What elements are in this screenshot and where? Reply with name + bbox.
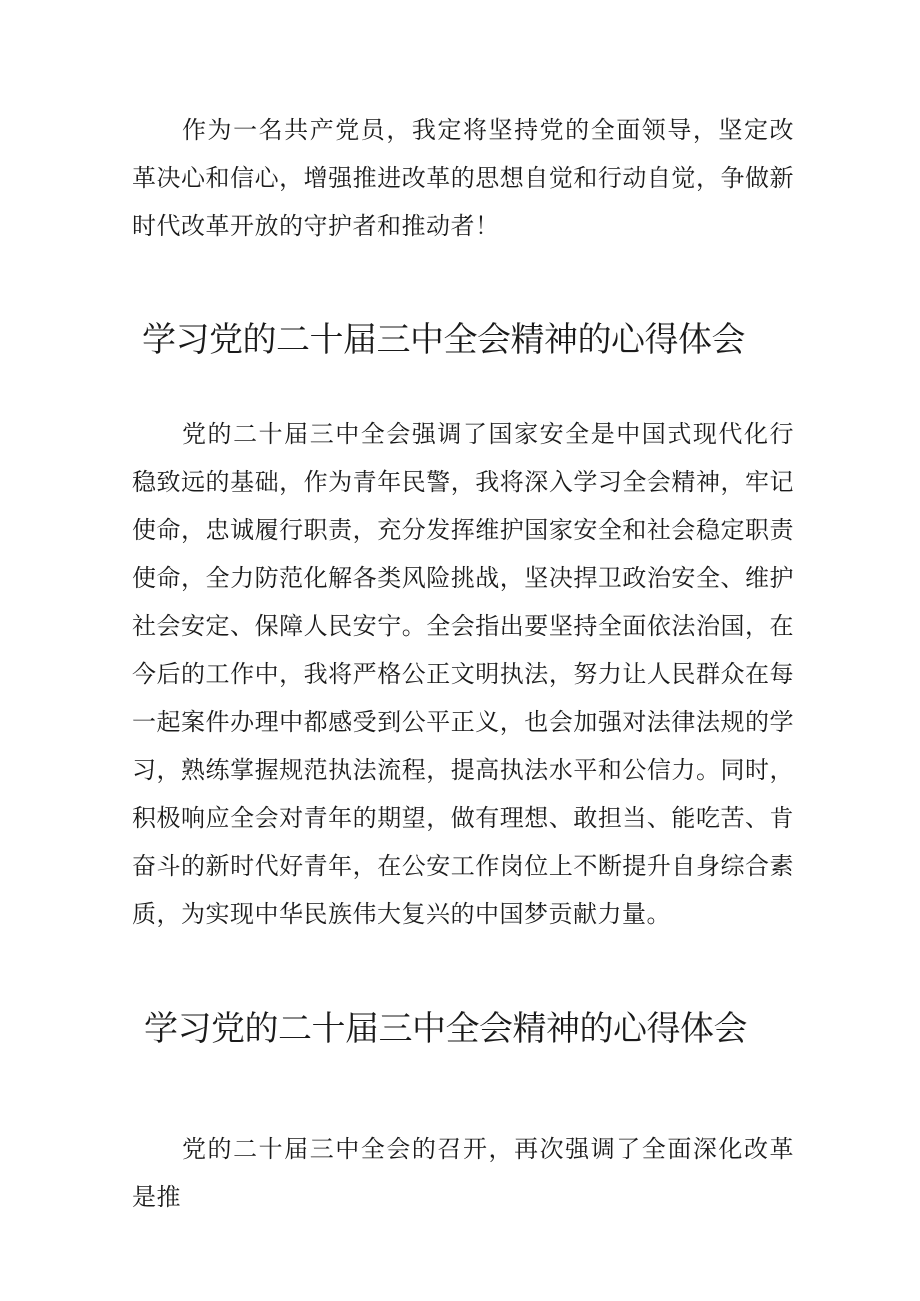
body-paragraph-2: 党的二十届三中全会强调了国家安全是中国式现代化行稳致远的基础，作为青年民警，我将深入学习全会精神，牢记使命，忠诚履行职责，充分发挥维护国家安全和社会稳定职责使命，全力防范化解各类风险挑战，坚决捍卫政治安全、维护社会安定、保障人民安宁。全会指出要坚持全面依法治国，在今后的工作中，我将严格公正文明执法，努力让人民群众在每一起案件办理中都感受到公平正义，也会加强对法律法规的学习，熟练掌握规范执法流程，提高执法水平和公信力。同时，积极响应全会对青年的期望，做有理想、敢担当、能吃苦、肯奋斗的新时代好青年，在公安工作岗位上不断提升自身综合素质，为实现中华民族伟大复兴的中国梦贡献力量。 — [132, 420, 794, 928]
section-heading-2: 学习党的二十届三中全会精神的心得体会 — [144, 1009, 747, 1049]
body-paragraph-1: 作为一名共产党员，我定将坚持党的全面领导，坚定改革决心和信心，增强推进改革的思想自觉和行动自觉，争做新时代改革开放的守护者和推动者！ — [132, 116, 794, 240]
body-paragraph-3: 党的二十届三中全会的召开，再次强调了全面深化改革是推 — [132, 1135, 794, 1211]
section-heading-1: 学习党的二十届三中全会精神的心得体会 — [142, 320, 745, 360]
